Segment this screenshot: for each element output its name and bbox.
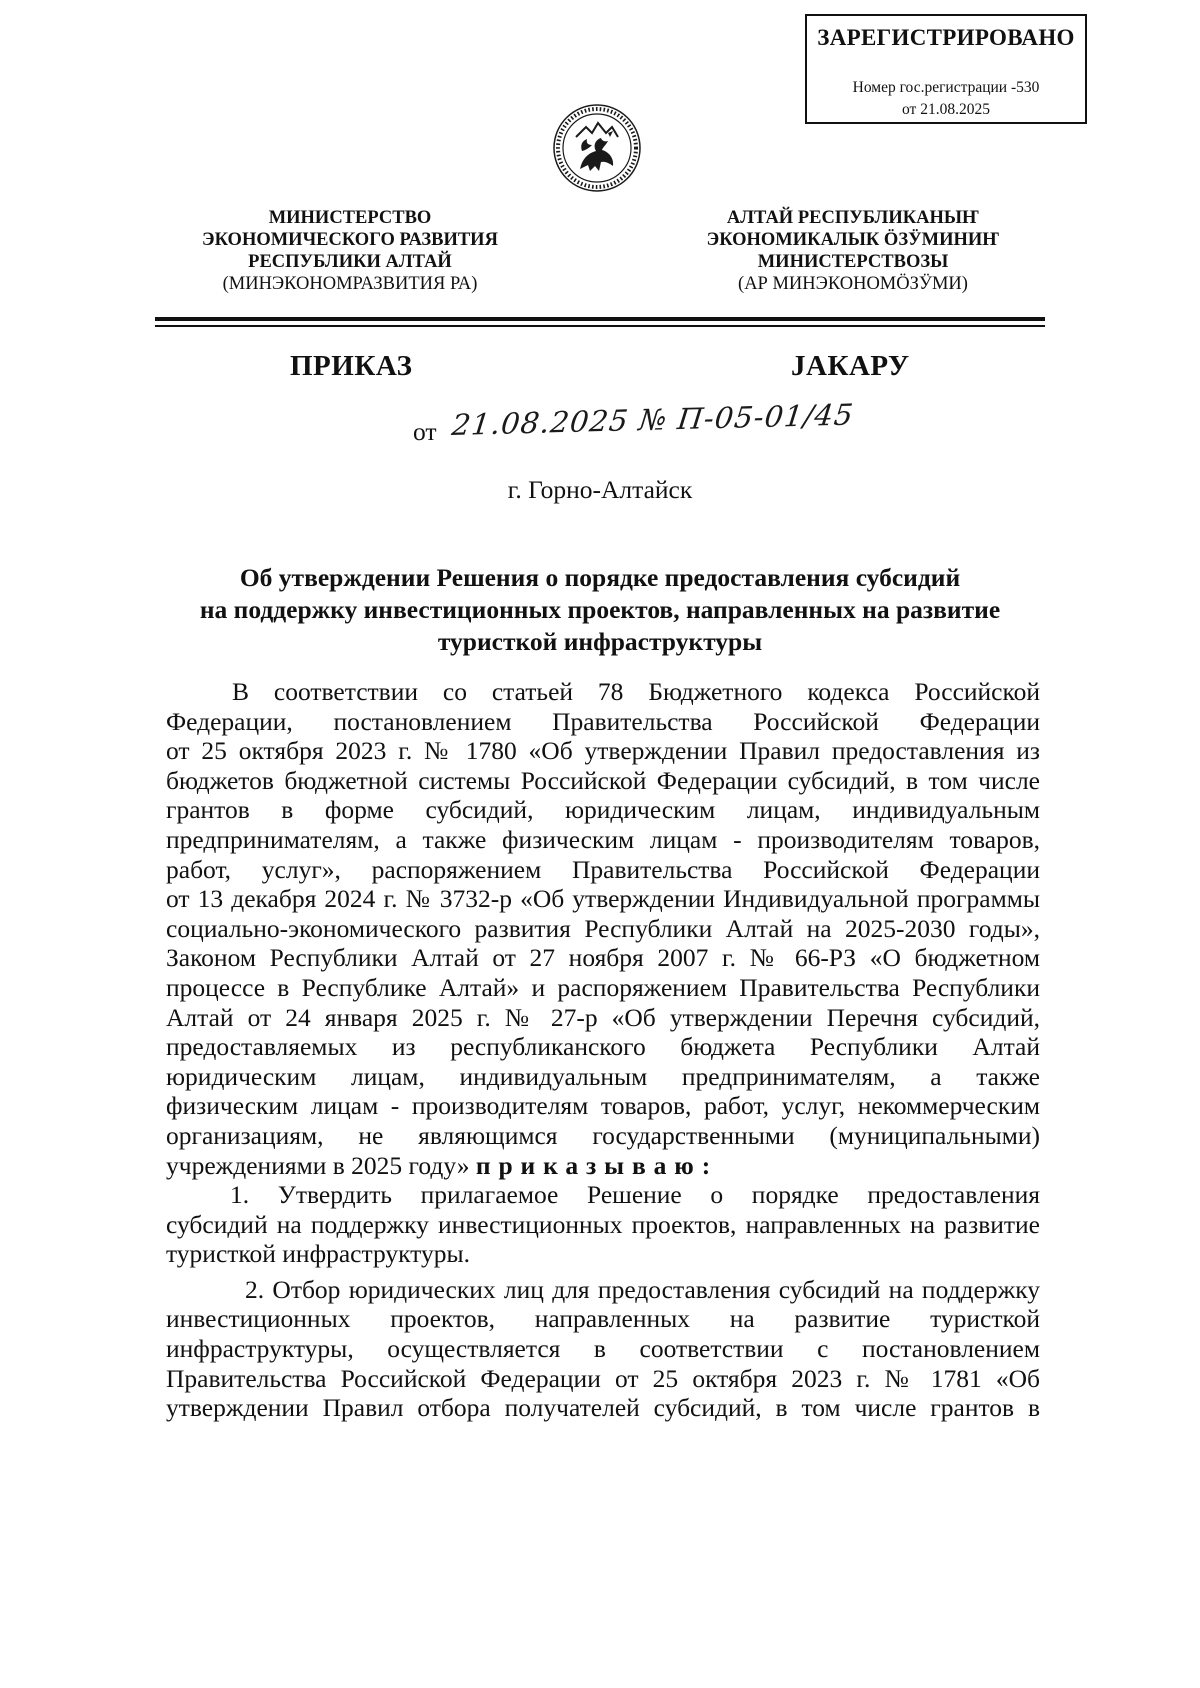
preamble-line: В соответствии со статьей 78 Бюджетного кодекса Российской [232, 677, 1040, 706]
preamble-line: Алтай от 24 января 2025 г. № 27-р «Об утверждении Перечня субсидий, [166, 1002, 1040, 1032]
item2-line: 2. Отбор юридических лиц для предоставления субсидий на поддержку [245, 1274, 1040, 1304]
document-title [100, 562, 1100, 658]
command-word: приказываю: [475, 1150, 719, 1180]
item1-line: туристкой инфраструктуры. [166, 1239, 470, 1269]
header-ministry-ru [150, 207, 550, 295]
item2-line: инвестиционных проектов, направленных на развитие туристкой [166, 1304, 1040, 1334]
preamble-line: процессе в Республике Алтай» и распоряжением Правительства Республики [166, 972, 1040, 1002]
registration-stamp [805, 14, 1087, 124]
header-left-line: МИНИСТЕРСТВО [268, 208, 432, 228]
doc-type-altai: ЈАКАРУ [791, 350, 910, 382]
item-2-paragraph [166, 1275, 1040, 1423]
header-rule-thin [155, 325, 1045, 327]
preamble-paragraph [166, 677, 1040, 1180]
preamble-line: предпринимателям, а также физическим лицам - производителям товаров, [166, 824, 1040, 854]
item-1-paragraph [166, 1180, 1040, 1269]
preamble-line: социально-экономического развития Республики Алтай на 2025-2030 годы», [166, 913, 1040, 943]
coat-of-arms-emblem [552, 103, 642, 193]
title-line: Об утверждении Решения о порядке предоставления субсидий [239, 563, 961, 592]
item1-line: 1. Утвердить прилагаемое Решение о порядке предоставления [230, 1180, 1040, 1210]
doc-type-ru: ПРИКАЗ [290, 350, 413, 382]
title-line: на поддержку инвестиционных проектов, направленных на развитие [199, 595, 1001, 624]
header-left-line: ЭКОНОМИЧЕСКОГО РАЗВИТИЯ [202, 230, 498, 250]
item1-line: субсидий на поддержку инвестиционных проектов, направленных на развитие [166, 1209, 1040, 1239]
document-body [166, 677, 1040, 1423]
preamble-line: физическим лицам - производителям товаров, работ, услуг, некоммерческим [166, 1091, 1040, 1121]
header-right-line: АЛТАЙ РЕСПУБЛИКАНЫҤ [726, 208, 980, 228]
preamble-line: грантов в форме субсидий, юридическим лицам, индивидуальным [166, 795, 1040, 825]
header-left-abbreviation: (МИНЭКОНОМРАЗВИТИЯ РА) [222, 274, 478, 294]
preamble-line: Законом Республики Алтай от 27 ноября 2007 г. № 66-РЗ «О бюджетном [166, 943, 1040, 973]
item2-line: утверждении Правил отбора получателей субсидий, в том числе грантов в [166, 1393, 1040, 1423]
stamp-date: от 21.08.2025 [902, 101, 990, 118]
handwritten-date-number: 21.08.2025 № П-05-01/45 [450, 397, 856, 442]
preamble-line: Федерации, постановлением Правительства Российской Федерации [166, 706, 1040, 736]
date-prefix: от [413, 417, 437, 446]
item2-line: Правительства Российской Федерации от 25 октября 2023 г. № 1781 «Об [166, 1363, 1040, 1393]
preamble-line: организациям, не являющимся государственными (муниципальными) [166, 1120, 1040, 1150]
city: г. Горно-Алтайск [507, 475, 693, 504]
preamble-line: предоставляемых из республиканского бюджета Республики Алтай [166, 1032, 1040, 1062]
coat-of-arms-icon [552, 103, 642, 193]
header-right-abbreviation: (АР МИНЭКОНОМӦЗӰМИ) [738, 274, 968, 294]
preamble-line: от 25 октября 2023 г. № 1780 «Об утверждении Правил предоставления из [166, 736, 1040, 766]
preamble-last-text: учреждениями в 2025 году» [166, 1150, 470, 1180]
stamp-title: ЗАРЕГИСТРИРОВАНО [817, 25, 1075, 50]
header-rule-thick [155, 317, 1045, 321]
preamble-line: работ, услуг», распоряжением Правительства Российской Федерации [166, 854, 1040, 884]
preamble-line: бюджетов бюджетной системы Российской Федерации субсидий, в том числе [166, 765, 1040, 795]
title-line: туристкой инфраструктуры [437, 627, 763, 656]
preamble-line: от 13 декабря 2024 г. № 3732-р «Об утверждении Индивидуальной программы [166, 884, 1040, 914]
header-left-line: РЕСПУБЛИКИ АЛТАЙ [248, 252, 452, 272]
stamp-registration-number: Номер гос.регистрации -530 [852, 79, 1040, 96]
item2-line: инфраструктуры, осуществляется в соответствии с постановлением [166, 1334, 1040, 1364]
header-right-line: ЭКОНОМИКАЛЫК ӦЗӰМИНИҤ [706, 230, 1000, 250]
preamble-last-line [166, 1151, 1040, 1181]
header-ministry-altai [643, 207, 1063, 295]
preamble-line: юридическим лицам, индивидуальным предпринимателям, а также [166, 1061, 1040, 1091]
header-right-line: МИНИСТЕРСТВОЗЫ [757, 252, 949, 272]
